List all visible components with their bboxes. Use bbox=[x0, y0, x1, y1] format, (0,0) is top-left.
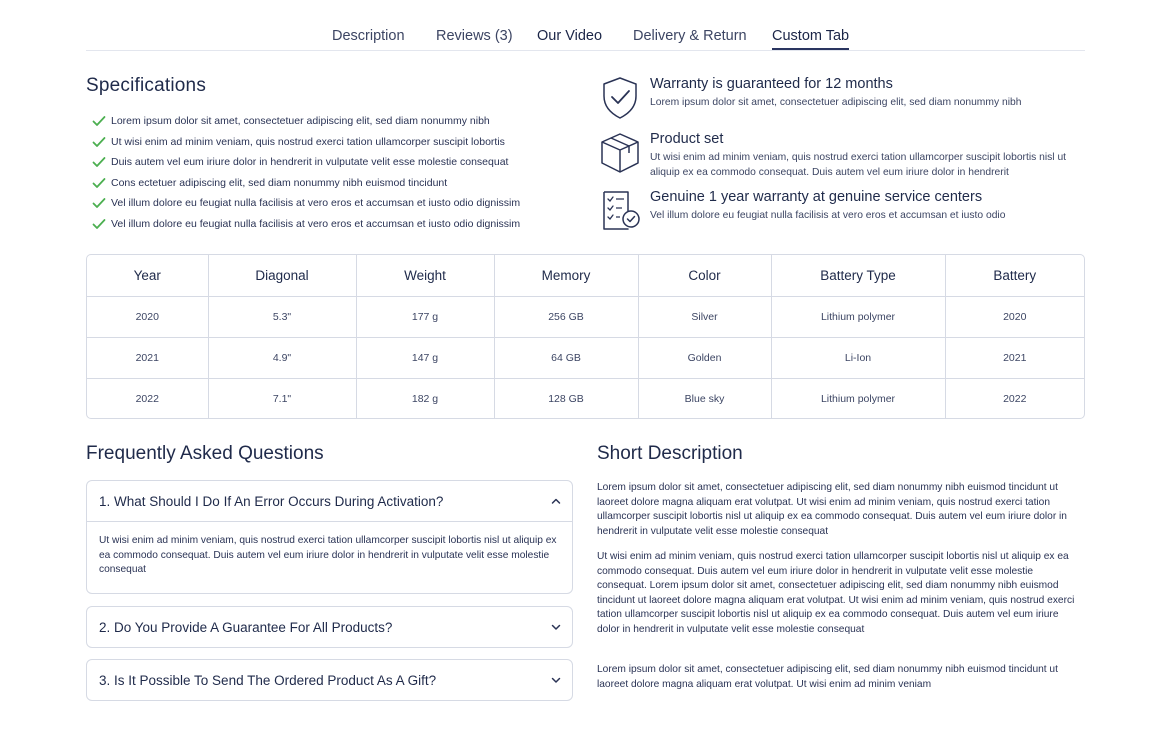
table-cell: 2021 bbox=[945, 337, 1084, 378]
table-cell: 2020 bbox=[945, 296, 1084, 337]
package-box-icon bbox=[598, 131, 642, 175]
table-cell: Silver bbox=[638, 296, 771, 337]
list-item bbox=[92, 152, 520, 173]
table-cell: 7.1" bbox=[208, 378, 356, 419]
specifications-list bbox=[92, 111, 520, 234]
feature-desc: Ut wisi enim ad minim veniam, quis nostrud exerci tation ullamcorper suscipit lobortis nisl ut aliquip ex ea commodo consequat. Duis autem vel eum iriure dolor in hendrerit bbox=[650, 152, 1067, 178]
tab-bar bbox=[86, 24, 1085, 51]
table-cell: Lithium polymer bbox=[771, 296, 945, 337]
faq-title: Frequently Asked Questions bbox=[86, 443, 324, 464]
table-cell: 182 g bbox=[356, 378, 494, 419]
table-cell: Lithium polymer bbox=[771, 378, 945, 419]
table-cell: 2020 bbox=[87, 296, 208, 337]
checkmark-icon bbox=[92, 155, 106, 169]
table-cell: Golden bbox=[638, 337, 771, 378]
short-description-title: Short Description bbox=[597, 443, 743, 464]
list-item bbox=[92, 193, 520, 214]
table-cell: 4.9" bbox=[208, 337, 356, 378]
table-header-cell: Color bbox=[638, 255, 771, 296]
table-row bbox=[87, 378, 1084, 419]
faq-question-3[interactable] bbox=[87, 660, 572, 700]
table-header-row bbox=[87, 255, 1084, 296]
table-header-cell: Memory bbox=[494, 255, 638, 296]
checkmark-icon bbox=[92, 114, 106, 128]
table-row bbox=[87, 296, 1084, 337]
tab-our-video[interactable]: Our Video bbox=[537, 28, 603, 44]
tab-description[interactable]: Description bbox=[332, 28, 405, 44]
faq-question-text: 1. What Should I Do If An Error Occurs During Activation? bbox=[99, 493, 444, 509]
table-cell: 147 g bbox=[356, 337, 494, 378]
feature-desc: Vel illum dolore eu feugiat nulla facilisis at vero eros et accumsan et iusto odio bbox=[650, 210, 1006, 221]
table-header-cell: Battery Type bbox=[771, 255, 945, 296]
table-cell: 256 GB bbox=[494, 296, 638, 337]
table-header-cell: Battery bbox=[945, 255, 1084, 296]
chevron-down-icon[interactable] bbox=[550, 674, 562, 686]
short-description-paragraph: Lorem ipsum dolor sit amet, consectetuer adipiscing elit, sed diam nonummy nibh euismod tincidunt ut laoreet dolore magna aliquam erat volutpat. Ut wisi enim ad minim veniam bbox=[597, 664, 1058, 690]
checkmark-icon bbox=[92, 176, 106, 190]
chevron-up-icon[interactable] bbox=[550, 495, 562, 507]
tab-custom[interactable]: Custom Tab bbox=[772, 28, 849, 50]
faq-answer-1: Ut wisi enim ad minim veniam, quis nostrud exerci tation ullamcorper suscipit lobortis nisl ut aliquip ex ea commodo consequat. Duis autem vel eum iriure dolor in hendrerit in vulputate velit esse molestie consequat bbox=[87, 521, 572, 588]
list-item bbox=[92, 173, 520, 194]
feature-title: Warranty is guaranteed for 12 months bbox=[650, 76, 893, 92]
faq-item-2 bbox=[86, 606, 573, 648]
tab-reviews[interactable]: Reviews (3) bbox=[436, 28, 513, 44]
faq-question-1[interactable] bbox=[87, 481, 572, 521]
checkmark-icon bbox=[92, 196, 106, 210]
list-item bbox=[92, 214, 520, 235]
checklist-certificate-icon bbox=[598, 189, 642, 233]
list-item bbox=[92, 111, 520, 132]
feature-title: Product set bbox=[650, 131, 724, 147]
chevron-down-icon[interactable] bbox=[550, 621, 562, 633]
spec-text: Cons ectetuer adipiscing elit, sed diam nonummy nibh euismod tincidunt bbox=[111, 176, 448, 189]
list-item bbox=[92, 132, 520, 153]
table-cell: 2022 bbox=[87, 378, 208, 419]
table-header-cell: Weight bbox=[356, 255, 494, 296]
spec-table bbox=[86, 254, 1085, 419]
table-cell: 128 GB bbox=[494, 378, 638, 419]
feature-title: Genuine 1 year warranty at genuine service centers bbox=[650, 189, 983, 205]
spec-text: Ut wisi enim ad minim veniam, quis nostrud exerci tation ullamcorper suscipit lobortis bbox=[111, 135, 505, 148]
table-header-cell: Diagonal bbox=[208, 255, 356, 296]
faq-question-text: 3. Is It Possible To Send The Ordered Product As A Gift? bbox=[99, 672, 437, 688]
faq-question-2[interactable] bbox=[87, 607, 572, 647]
feature-product-set bbox=[598, 131, 1088, 183]
checkmark-icon bbox=[92, 135, 106, 149]
faq-item-1 bbox=[86, 480, 573, 594]
faq-item-3 bbox=[86, 659, 573, 701]
feature-genuine bbox=[598, 189, 1088, 233]
table-cell: 2022 bbox=[1003, 392, 1027, 405]
table-cell: 2021 bbox=[87, 337, 208, 378]
table-cell: 5.3" bbox=[208, 296, 356, 337]
table-cell: 177 g bbox=[356, 296, 494, 337]
spec-text: Duis autem vel eum iriure dolor in hendrerit in vulputate velit esse molestie consequat bbox=[111, 156, 509, 169]
shield-check-icon bbox=[598, 76, 642, 120]
spec-text: Vel illum dolore eu feugiat nulla facilisis at vero eros et accumsan et iusto odio dignissim bbox=[111, 197, 521, 210]
faq-question-text: 2. Do You Provide A Guarantee For All Products? bbox=[99, 619, 393, 635]
table-cell: Li-Ion bbox=[771, 337, 945, 378]
table-cell: 64 GB bbox=[494, 337, 638, 378]
spec-text: Vel illum dolore eu feugiat nulla facilisis at vero eros et accumsan et iusto odio dignissim bbox=[111, 217, 521, 230]
spec-text: Lorem ipsum dolor sit amet, consectetuer adipiscing elit, sed diam nonummy nibh bbox=[111, 115, 490, 128]
table-header-cell: Year bbox=[87, 255, 208, 296]
specifications-title: Specifications bbox=[86, 75, 207, 96]
tab-delivery-return[interactable]: Delivery & Return bbox=[633, 28, 747, 44]
feature-desc: Lorem ipsum dolor sit amet, consectetuer adipiscing elit, sed diam nonummy nibh bbox=[650, 97, 1022, 108]
table-row bbox=[87, 337, 1084, 378]
short-description-paragraph: Lorem ipsum dolor sit amet, consectetuer adipiscing elit, sed diam nonummy nibh euismod tincidunt ut laoreet dolore magna aliquam erat volutpat. Ut wisi enim ad minim veniam, quis nostrud exerci tation ullamcorper suscipit lobortis nisl ut aliquip ex ea commodo consequat. Duis autem vel eum iriure dolor in hendrerit in vulputate velit esse molestie consequat bbox=[597, 482, 1067, 537]
table-cell: Blue sky bbox=[638, 378, 771, 419]
checkmark-icon bbox=[92, 217, 106, 231]
short-description-paragraph: Ut wisi enim ad minim veniam, quis nostrud exerci tation ullamcorper suscipit lobortis nisl ut aliquip ex ea commodo consequat. Duis autem vel eum iriure dolor in hendrerit in vulputate velit esse molestie consequat. Lorem ipsum dolor sit amet, consectetuer adipiscing elit, sed diam nonummy nibh euismod tincidunt ut laoreet dolore magna aliquam erat volutpat. Ut wisi enim ad minim veniam, quis nostrud exerci tation ullamcorper suscipit lobortis nisl ut aliquip ex ea commodo consequat. Duis autem vel eum iriure dolor in hendrerit in vulputate velit esse molestie consequat bbox=[597, 551, 1075, 635]
feature-warranty bbox=[598, 76, 1088, 124]
